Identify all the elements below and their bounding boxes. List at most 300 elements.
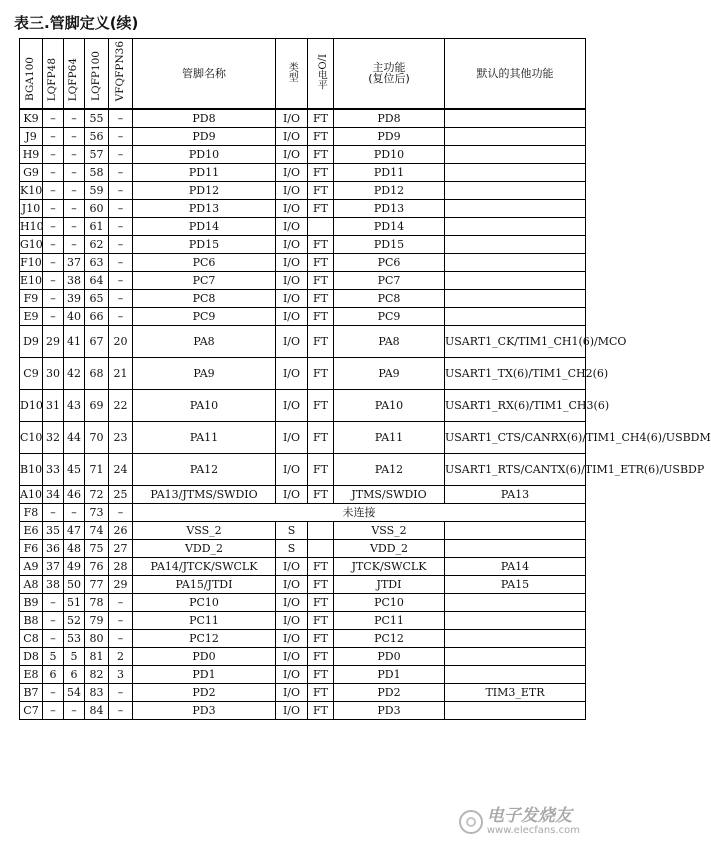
table-row <box>20 307 586 325</box>
cell-type: I/O <box>276 289 308 307</box>
cell-main-function: PC8 <box>334 289 445 307</box>
cell-vfqfpn36: 27 <box>109 539 133 557</box>
cell-alt-function <box>445 163 586 181</box>
cell-pin-name: PC8 <box>133 289 276 307</box>
cell-type: I/O <box>276 557 308 575</box>
cell-vfqfpn36: – <box>109 127 133 145</box>
cell-vfqfpn36: 24 <box>109 453 133 485</box>
cell-vfqfpn36: – <box>109 593 133 611</box>
cell-lqfp64: – <box>64 235 85 253</box>
cell-lqfp100: 60 <box>85 199 109 217</box>
cell-bga100: E9 <box>20 307 43 325</box>
cell-lqfp100: 62 <box>85 235 109 253</box>
cell-lqfp48: – <box>43 307 64 325</box>
cell-type: I/O <box>276 271 308 289</box>
table-row <box>20 575 586 593</box>
cell-vfqfpn36: – <box>109 701 133 719</box>
cell-main-function: JTMS/SWDIO <box>334 485 445 503</box>
header-type: 类型 <box>276 39 308 109</box>
cell-lqfp100: 64 <box>85 271 109 289</box>
cell-lqfp100: 67 <box>85 325 109 357</box>
cell-main-function: PA8 <box>334 325 445 357</box>
cell-pin-name: PD2 <box>133 683 276 701</box>
cell-lqfp48: – <box>43 145 64 163</box>
cell-main-function: PC10 <box>334 593 445 611</box>
cell-vfqfpn36: – <box>109 181 133 199</box>
cell-pin-name: PA10 <box>133 389 276 421</box>
cell-lqfp100: 76 <box>85 557 109 575</box>
header-io-level: I/O电平 <box>308 39 334 109</box>
cell-main-function: PC12 <box>334 629 445 647</box>
cell-pin-name: PA12 <box>133 453 276 485</box>
watermark-text: 电子发烧友 <box>486 805 572 826</box>
cell-io-level: FT <box>308 127 334 145</box>
cell-alt-function: USART1_CK/TIM1_CH1(6)/MCO <box>445 325 586 357</box>
cell-lqfp64: 43 <box>64 389 85 421</box>
cell-lqfp100: 61 <box>85 217 109 235</box>
table-row <box>20 145 586 163</box>
cell-bga100: B10 <box>20 453 43 485</box>
cell-lqfp48: 30 <box>43 357 64 389</box>
cell-io-level: FT <box>308 235 334 253</box>
cell-lqfp64: 50 <box>64 575 85 593</box>
cell-type: I/O <box>276 163 308 181</box>
cell-alt-function: PA15 <box>445 575 586 593</box>
cell-main-function: PD8 <box>334 109 445 128</box>
cell-pin-name: PA15/JTDI <box>133 575 276 593</box>
cell-pin-name: PD0 <box>133 647 276 665</box>
cell-vfqfpn36: 21 <box>109 357 133 389</box>
cell-type: I/O <box>276 181 308 199</box>
cell-lqfp48: – <box>43 289 64 307</box>
cell-io-level <box>308 217 334 235</box>
cell-lqfp100: 84 <box>85 701 109 719</box>
cell-lqfp100: 70 <box>85 421 109 453</box>
table-row <box>20 235 586 253</box>
cell-type: I/O <box>276 199 308 217</box>
cell-lqfp64: 40 <box>64 307 85 325</box>
cell-main-function: PA9 <box>334 357 445 389</box>
cell-io-level: FT <box>308 611 334 629</box>
cell-vfqfpn36: – <box>109 503 133 521</box>
cell-type: I/O <box>276 389 308 421</box>
cell-type: I/O <box>276 701 308 719</box>
cell-bga100: F6 <box>20 539 43 557</box>
cell-io-level: FT <box>308 325 334 357</box>
pin-definition-table <box>19 38 711 720</box>
cell-lqfp48: – <box>43 701 64 719</box>
cell-alt-function <box>445 647 586 665</box>
cell-lqfp64: – <box>64 199 85 217</box>
cell-type: I/O <box>276 683 308 701</box>
cell-io-level: FT <box>308 629 334 647</box>
cell-lqfp48: 29 <box>43 325 64 357</box>
cell-type: I/O <box>276 127 308 145</box>
cell-pin-name: VDD_2 <box>133 539 276 557</box>
cell-type: I/O <box>276 421 308 453</box>
cell-lqfp100: 81 <box>85 647 109 665</box>
cell-alt-function <box>445 701 586 719</box>
cell-lqfp64: 44 <box>64 421 85 453</box>
cell-bga100: A10 <box>20 485 43 503</box>
cell-type: I/O <box>276 665 308 683</box>
table-row <box>20 557 586 575</box>
cell-type: S <box>276 539 308 557</box>
cell-main-function: PD10 <box>334 145 445 163</box>
cell-lqfp100: 80 <box>85 629 109 647</box>
cell-bga100: E8 <box>20 665 43 683</box>
cell-io-level: FT <box>308 109 334 128</box>
cell-main-function: PD0 <box>334 647 445 665</box>
cell-vfqfpn36: 28 <box>109 557 133 575</box>
cell-lqfp100: 79 <box>85 611 109 629</box>
cell-type: I/O <box>276 357 308 389</box>
cell-main-function: JTCK/SWCLK <box>334 557 445 575</box>
cell-io-level: FT <box>308 271 334 289</box>
cell-vfqfpn36: 22 <box>109 389 133 421</box>
cell-lqfp64: 42 <box>64 357 85 389</box>
cell-type: I/O <box>276 629 308 647</box>
cell-lqfp64: 48 <box>64 539 85 557</box>
header-main-function: 主功能 (复位后) <box>334 39 445 109</box>
cell-alt-function <box>445 611 586 629</box>
watermark <box>459 805 580 836</box>
table-row <box>20 665 586 683</box>
table-row <box>20 629 586 647</box>
cell-bga100: D8 <box>20 647 43 665</box>
cell-alt-function: TIM3_ETR <box>445 683 586 701</box>
cell-main-function: JTDI <box>334 575 445 593</box>
cell-bga100: F10 <box>20 253 43 271</box>
cell-type: S <box>276 521 308 539</box>
cell-lqfp64: 5 <box>64 647 85 665</box>
cell-bga100: B7 <box>20 683 43 701</box>
cell-io-level: FT <box>308 575 334 593</box>
cell-lqfp48: – <box>43 629 64 647</box>
cell-bga100: D10 <box>20 389 43 421</box>
pin-rows <box>20 109 711 720</box>
table-row <box>20 389 586 421</box>
cell-bga100: J10 <box>20 199 43 217</box>
cell-pin-name: PC9 <box>133 307 276 325</box>
cell-type: I/O <box>276 217 308 235</box>
cell-vfqfpn36: – <box>109 611 133 629</box>
cell-type: I/O <box>276 647 308 665</box>
cell-main-function: PC6 <box>334 253 445 271</box>
cell-alt-function <box>445 593 586 611</box>
cell-type: I/O <box>276 253 308 271</box>
cell-io-level: FT <box>308 253 334 271</box>
cell-bga100: C8 <box>20 629 43 647</box>
cell-bga100: H10 <box>20 217 43 235</box>
cell-lqfp100: 74 <box>85 521 109 539</box>
cell-lqfp48: 35 <box>43 521 64 539</box>
cell-alt-function: PA14 <box>445 557 586 575</box>
cell-lqfp64: 52 <box>64 611 85 629</box>
cell-lqfp48: – <box>43 593 64 611</box>
cell-main-function: PD12 <box>334 181 445 199</box>
cell-vfqfpn36: – <box>109 109 133 128</box>
cell-vfqfpn36: – <box>109 235 133 253</box>
cell-vfqfpn36: 26 <box>109 521 133 539</box>
cell-lqfp100: 57 <box>85 145 109 163</box>
table-row <box>20 539 586 557</box>
cell-lqfp64: 41 <box>64 325 85 357</box>
cell-alt-function: USART1_RTS/CANTX(6)/TIM1_ETR(6)/USBDP <box>445 453 586 485</box>
cell-bga100: G9 <box>20 163 43 181</box>
cell-type: I/O <box>276 109 308 128</box>
cell-alt-function <box>445 539 586 557</box>
cell-io-level: FT <box>308 701 334 719</box>
table-row <box>20 503 586 521</box>
cell-alt-function <box>445 127 586 145</box>
table-row <box>20 127 586 145</box>
table-row <box>20 217 586 235</box>
cell-vfqfpn36: – <box>109 683 133 701</box>
cell-main-function: PD1 <box>334 665 445 683</box>
header-lqfp48: LQFP48 <box>43 39 64 109</box>
cell-bga100: H9 <box>20 145 43 163</box>
cell-vfqfpn36: 3 <box>109 665 133 683</box>
cell-io-level: FT <box>308 389 334 421</box>
header-default-alt-function: 默认的其他功能 <box>445 39 586 109</box>
cell-lqfp64: – <box>64 503 85 521</box>
cell-pin-name: PD12 <box>133 181 276 199</box>
cell-lqfp64: 49 <box>64 557 85 575</box>
cell-lqfp48: – <box>43 235 64 253</box>
table-row <box>20 701 586 719</box>
cell-bga100: B8 <box>20 611 43 629</box>
cell-pin-name: PC10 <box>133 593 276 611</box>
cell-lqfp48: 33 <box>43 453 64 485</box>
cell-alt-function <box>445 307 586 325</box>
cell-alt-function <box>445 521 586 539</box>
cell-lqfp64: 47 <box>64 521 85 539</box>
cell-io-level: FT <box>308 683 334 701</box>
header-lqfp64: LQFP64 <box>64 39 85 109</box>
cell-lqfp48: – <box>43 127 64 145</box>
cell-bga100: J9 <box>20 127 43 145</box>
cell-io-level: FT <box>308 145 334 163</box>
cell-lqfp48: – <box>43 271 64 289</box>
cell-alt-function <box>445 145 586 163</box>
cell-pin-name: PC6 <box>133 253 276 271</box>
cell-vfqfpn36: – <box>109 199 133 217</box>
cell-io-level: FT <box>308 557 334 575</box>
cell-lqfp64: 39 <box>64 289 85 307</box>
cell-alt-function <box>445 217 586 235</box>
cell-lqfp48: – <box>43 163 64 181</box>
cell-pin-name: PA13/JTMS/SWDIO <box>133 485 276 503</box>
cell-main-function: PC7 <box>334 271 445 289</box>
table-row <box>20 611 586 629</box>
cell-main-function: PD3 <box>334 701 445 719</box>
cell-lqfp48: 31 <box>43 389 64 421</box>
cell-alt-function <box>445 199 586 217</box>
cell-io-level: FT <box>308 289 334 307</box>
cell-lqfp100: 71 <box>85 453 109 485</box>
table-row <box>20 109 586 128</box>
table-row <box>20 453 586 485</box>
cell-bga100: E10 <box>20 271 43 289</box>
table-row <box>20 485 586 503</box>
cell-lqfp100: 63 <box>85 253 109 271</box>
cell-lqfp100: 82 <box>85 665 109 683</box>
cell-vfqfpn36: – <box>109 217 133 235</box>
cell-type: I/O <box>276 235 308 253</box>
cell-lqfp48: – <box>43 217 64 235</box>
cell-type: I/O <box>276 453 308 485</box>
cell-main-function: PC11 <box>334 611 445 629</box>
cell-main-function: PA10 <box>334 389 445 421</box>
cell-vfqfpn36: – <box>109 289 133 307</box>
cell-vfqfpn36: – <box>109 253 133 271</box>
cell-lqfp100: 65 <box>85 289 109 307</box>
cell-lqfp64: 38 <box>64 271 85 289</box>
cell-pin-name: PA14/JTCK/SWCLK <box>133 557 276 575</box>
cell-pin-name: VSS_2 <box>133 521 276 539</box>
cell-lqfp48: – <box>43 253 64 271</box>
cell-main-function: PD9 <box>334 127 445 145</box>
header-vfqfpn36: VFQFPN36 <box>109 39 133 109</box>
cell-io-level: FT <box>308 593 334 611</box>
table-row <box>20 199 586 217</box>
cell-lqfp64: – <box>64 145 85 163</box>
cell-alt-function <box>445 181 586 199</box>
cell-io-level: FT <box>308 181 334 199</box>
cell-lqfp64: 37 <box>64 253 85 271</box>
table-row <box>20 647 586 665</box>
cell-vfqfpn36: – <box>109 307 133 325</box>
cell-type: I/O <box>276 145 308 163</box>
cell-vfqfpn36: 25 <box>109 485 133 503</box>
cell-vfqfpn36: – <box>109 271 133 289</box>
cell-lqfp100: 58 <box>85 163 109 181</box>
cell-pin-name: PA11 <box>133 421 276 453</box>
cell-lqfp48: 5 <box>43 647 64 665</box>
table-row <box>20 357 586 389</box>
cell-lqfp48: – <box>43 611 64 629</box>
cell-lqfp100: 68 <box>85 357 109 389</box>
cell-pin-name: PD9 <box>133 127 276 145</box>
cell-lqfp100: 55 <box>85 109 109 128</box>
cell-lqfp64: 51 <box>64 593 85 611</box>
cell-io-level: FT <box>308 665 334 683</box>
cell-io-level <box>308 521 334 539</box>
cell-alt-function: PA13 <box>445 485 586 503</box>
cell-bga100: K9 <box>20 109 43 128</box>
cell-alt-function: USART1_RX(6)/TIM1_CH3(6) <box>445 389 586 421</box>
cell-main-function: PD11 <box>334 163 445 181</box>
header-lqfp100: LQFP100 <box>85 39 109 109</box>
cell-bga100: F8 <box>20 503 43 521</box>
cell-pin-name: PD11 <box>133 163 276 181</box>
cell-pin-name: PA9 <box>133 357 276 389</box>
cell-type: I/O <box>276 593 308 611</box>
cell-lqfp48: – <box>43 503 64 521</box>
cell-pin-name: PD1 <box>133 665 276 683</box>
cell-pin-name: PD3 <box>133 701 276 719</box>
cell-io-level: FT <box>308 307 334 325</box>
cell-pin-name: PD15 <box>133 235 276 253</box>
cell-lqfp100: 72 <box>85 485 109 503</box>
cell-lqfp64: – <box>64 109 85 128</box>
cell-lqfp100: 69 <box>85 389 109 421</box>
cell-main-function: PA12 <box>334 453 445 485</box>
table-row <box>20 683 586 701</box>
cell-lqfp100: 73 <box>85 503 109 521</box>
header-bga100: BGA100 <box>20 39 43 109</box>
cell-alt-function <box>445 289 586 307</box>
table-row <box>20 593 586 611</box>
table-row <box>20 271 586 289</box>
cell-lqfp64: – <box>64 181 85 199</box>
cell-io-level: FT <box>308 163 334 181</box>
cell-lqfp48: 37 <box>43 557 64 575</box>
cell-lqfp64: 46 <box>64 485 85 503</box>
cell-vfqfpn36: – <box>109 145 133 163</box>
cell-io-level: FT <box>308 357 334 389</box>
cell-type: I/O <box>276 485 308 503</box>
table-row <box>20 289 586 307</box>
cell-io-level: FT <box>308 421 334 453</box>
cell-pin-name: PC12 <box>133 629 276 647</box>
cell-type: I/O <box>276 611 308 629</box>
cell-lqfp100: 75 <box>85 539 109 557</box>
cell-main-function: PD2 <box>334 683 445 701</box>
cell-alt-function <box>445 235 586 253</box>
cell-bga100: F9 <box>20 289 43 307</box>
table-row <box>20 521 586 539</box>
cell-lqfp64: – <box>64 701 85 719</box>
cell-main-function: PD15 <box>334 235 445 253</box>
cell-bga100: A9 <box>20 557 43 575</box>
cell-bga100: C9 <box>20 357 43 389</box>
cell-lqfp48: – <box>43 181 64 199</box>
cell-alt-function <box>445 665 586 683</box>
cell-bga100: B9 <box>20 593 43 611</box>
cell-bga100: K10 <box>20 181 43 199</box>
cell-io-level: FT <box>308 453 334 485</box>
header-pin-name: 管脚名称 <box>133 39 276 109</box>
cell-vfqfpn36: 2 <box>109 647 133 665</box>
cell-lqfp100: 59 <box>85 181 109 199</box>
watermark-url: www.elecfans.com <box>486 824 580 836</box>
cell-lqfp100: 66 <box>85 307 109 325</box>
cell-pin-name: PA8 <box>133 325 276 357</box>
cell-lqfp64: 54 <box>64 683 85 701</box>
cell-lqfp48: 32 <box>43 421 64 453</box>
cell-main-function: VSS_2 <box>334 521 445 539</box>
cell-pin-name: PC7 <box>133 271 276 289</box>
cell-lqfp64: 6 <box>64 665 85 683</box>
cell-lqfp64: 53 <box>64 629 85 647</box>
cell-lqfp64: – <box>64 163 85 181</box>
cell-alt-function <box>445 629 586 647</box>
cell-not-connected: 未连接 <box>133 503 586 521</box>
table-row <box>20 163 586 181</box>
cell-bga100: C7 <box>20 701 43 719</box>
cell-lqfp48: 38 <box>43 575 64 593</box>
cell-lqfp64: – <box>64 217 85 235</box>
table-row <box>20 181 586 199</box>
cell-bga100: G10 <box>20 235 43 253</box>
cell-main-function: PD14 <box>334 217 445 235</box>
cell-bga100: E6 <box>20 521 43 539</box>
cell-pin-name: PD10 <box>133 145 276 163</box>
elecfans-logo-icon <box>459 810 483 834</box>
cell-lqfp48: 34 <box>43 485 64 503</box>
